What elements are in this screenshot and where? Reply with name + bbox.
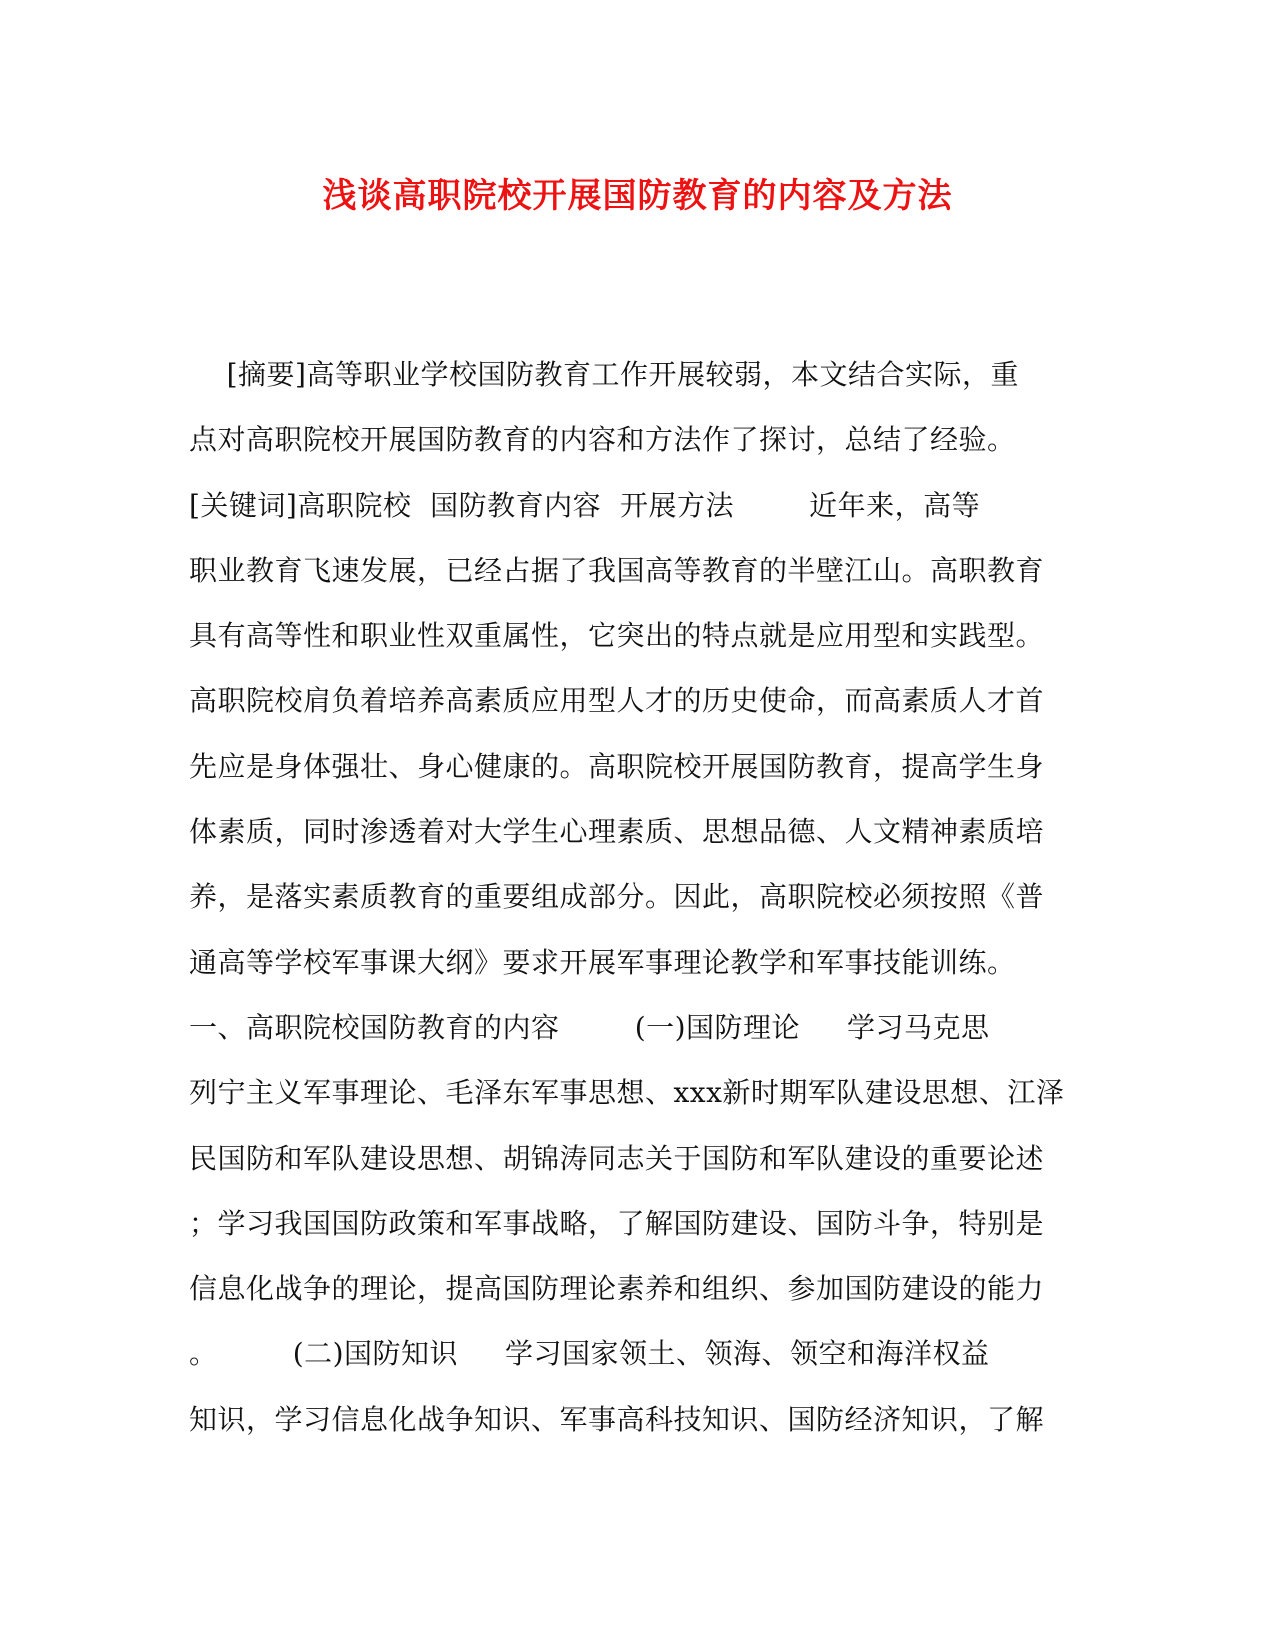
body-line: 具有高等性和职业性双重属性，它突出的特点就是应用型和实践型。 <box>189 619 1045 653</box>
body-line: 体素质，同时渗透着对大学生心理素质、思想品德、人文精神素质培 <box>189 815 1045 849</box>
body-line: 点对高职院校开展国防教育的内容和方法作了探讨，总结了经验。 <box>189 423 1016 457</box>
body-line: 。 (二)国防知识 学习国家领土、领海、领空和海洋权益 <box>189 1337 990 1371</box>
body-line: 通高等学校军事课大纲》要求开展军事理论教学和军事技能训练。 <box>189 945 1016 979</box>
body-line: ；学习我国国防政策和军事战略，了解国防建设、国防斗争，特别是 <box>189 1206 1045 1240</box>
body-line: 养，是落实素质教育的重要组成部分。因此，高职院校必须按照《普 <box>189 880 1045 914</box>
body-line: 知识，学习信息化战争知识、军事高科技知识、国防经济知识，了解 <box>189 1402 1045 1436</box>
body-line: 先应是身体强壮、身心健康的。高职院校开展国防教育，提高学生身 <box>189 749 1045 783</box>
body-line: 高职院校肩负着培养高素质应用型人才的历史使命，而高素质人才首 <box>189 684 1045 718</box>
body-line: [关键词]高职院校 国防教育内容 开展方法 近年来，高等 <box>189 488 981 522</box>
body-line: 一、高职院校国防教育的内容 (一)国防理论 学习马克思 <box>189 1010 990 1044</box>
document-title: 浅谈高职院校开展国防教育的内容及方法 <box>322 176 953 216</box>
body-line: 民国防和军队建设思想、胡锦涛同志关于国防和军队建设的重要论述 <box>189 1141 1045 1175</box>
document-body <box>189 355 1089 1465</box>
body-line: 列宁主义军事理论、毛泽东军事思想、xxx新时期军队建设思想、江泽 <box>189 1076 1065 1110</box>
body-line: 信息化战争的理论，提高国防理论素养和组织、参加国防建设的能力 <box>189 1272 1045 1306</box>
body-line: 职业教育飞速发展，已经占据了我国高等教育的半壁江山。高职教育 <box>189 553 1045 587</box>
body-line: [摘要]高等职业学校国防教育工作开展较弱，本文结合实际，重 <box>189 358 1019 391</box>
